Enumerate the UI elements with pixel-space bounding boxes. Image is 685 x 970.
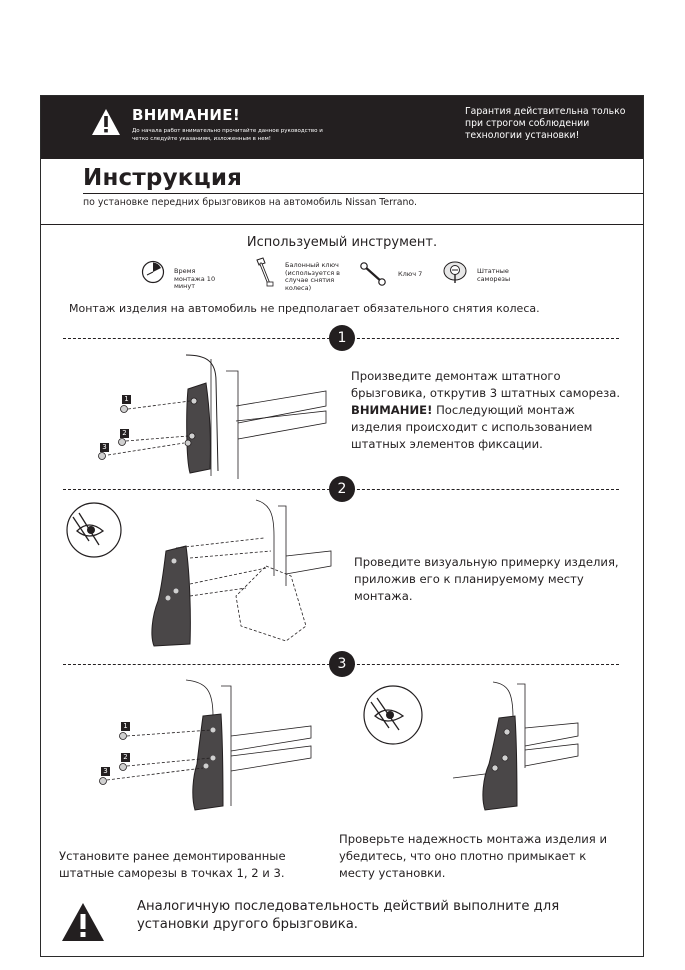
tool-label-wrench: Ключ 7 xyxy=(398,270,423,278)
step-2-illustration xyxy=(146,496,346,656)
warning-icon xyxy=(91,108,121,136)
step-3-text-right: Проверьте надежность монтажа изделия и убедитесь, что оно плотно примыкает к месту установки. xyxy=(339,832,607,880)
bottom-note: Аналогичную последовательность действий выполните для установки другого брызговика. xyxy=(137,899,560,932)
step-3-illustration-left xyxy=(91,676,321,816)
step-1-text-after: Последующий монтаж изделия происходит с использованием штатных элементов фиксации. xyxy=(351,403,593,451)
tool-label-wheel-wrench: Балонный ключ (используется в случае снятия колеса) xyxy=(285,261,341,292)
header-divider xyxy=(41,224,643,225)
wheel-wrench-icon xyxy=(249,256,279,288)
eye-inspection-icon xyxy=(59,501,129,559)
guarantee-text: Гарантия действительна только при строгом соблюдении технологии установки! xyxy=(465,106,626,141)
step-1-text xyxy=(351,368,621,453)
step-1-illustration xyxy=(86,351,336,486)
wrench-icon xyxy=(359,262,387,286)
page-subtitle: по установке передних брызговиков на автомобиль Nissan Terrano. xyxy=(83,197,417,208)
warning-title: ВНИМАНИЕ! xyxy=(132,106,240,124)
tool-label-screws: Штатные саморезы xyxy=(477,267,511,283)
step-2-text: Проведите визуальную примерку изделия, приложив его к планируемому месту монтажа. xyxy=(354,555,619,603)
step-1-number: 1 xyxy=(329,325,355,351)
title-underline xyxy=(83,193,643,194)
tool-label-time: Время монтажа 10 минут xyxy=(174,267,216,290)
marker-label: 1 xyxy=(123,722,128,730)
clock-icon xyxy=(141,260,165,284)
screws-icon xyxy=(441,259,469,285)
warning-subtitle: До начала работ внимательно прочитайте данное руководство и четко следуйте указаниям, изложенным в нем! xyxy=(132,128,323,142)
step-3-text-left: Установите ранее демонтированные штатные саморезы в точках 1, 2 и 3. xyxy=(59,849,286,880)
step-1-emphasis: ВНИМАНИЕ! xyxy=(351,403,433,417)
warning-banner xyxy=(41,96,643,159)
marker-label: 3 xyxy=(103,767,108,775)
step-1-text-main: Произведите демонтаж штатного брызговика, открутив 3 штатных самореза. xyxy=(351,369,621,400)
marker-label: 1 xyxy=(124,395,129,403)
step-3-illustration-right xyxy=(453,678,583,813)
marker-label: 2 xyxy=(122,429,127,437)
warning-icon xyxy=(61,902,105,942)
instruction-sheet xyxy=(40,95,644,957)
eye-check-icon xyxy=(357,684,429,746)
note-text: Монтаж изделия на автомобиль не предполагает обязательного снятия колеса. xyxy=(69,302,540,315)
step-3-number: 3 xyxy=(329,651,355,677)
step-2-number: 2 xyxy=(329,476,355,502)
tools-heading: Используемый инструмент. xyxy=(246,235,438,250)
marker-label: 3 xyxy=(102,443,107,451)
page-title: Инструкция xyxy=(83,165,243,191)
marker-label: 2 xyxy=(123,753,128,761)
